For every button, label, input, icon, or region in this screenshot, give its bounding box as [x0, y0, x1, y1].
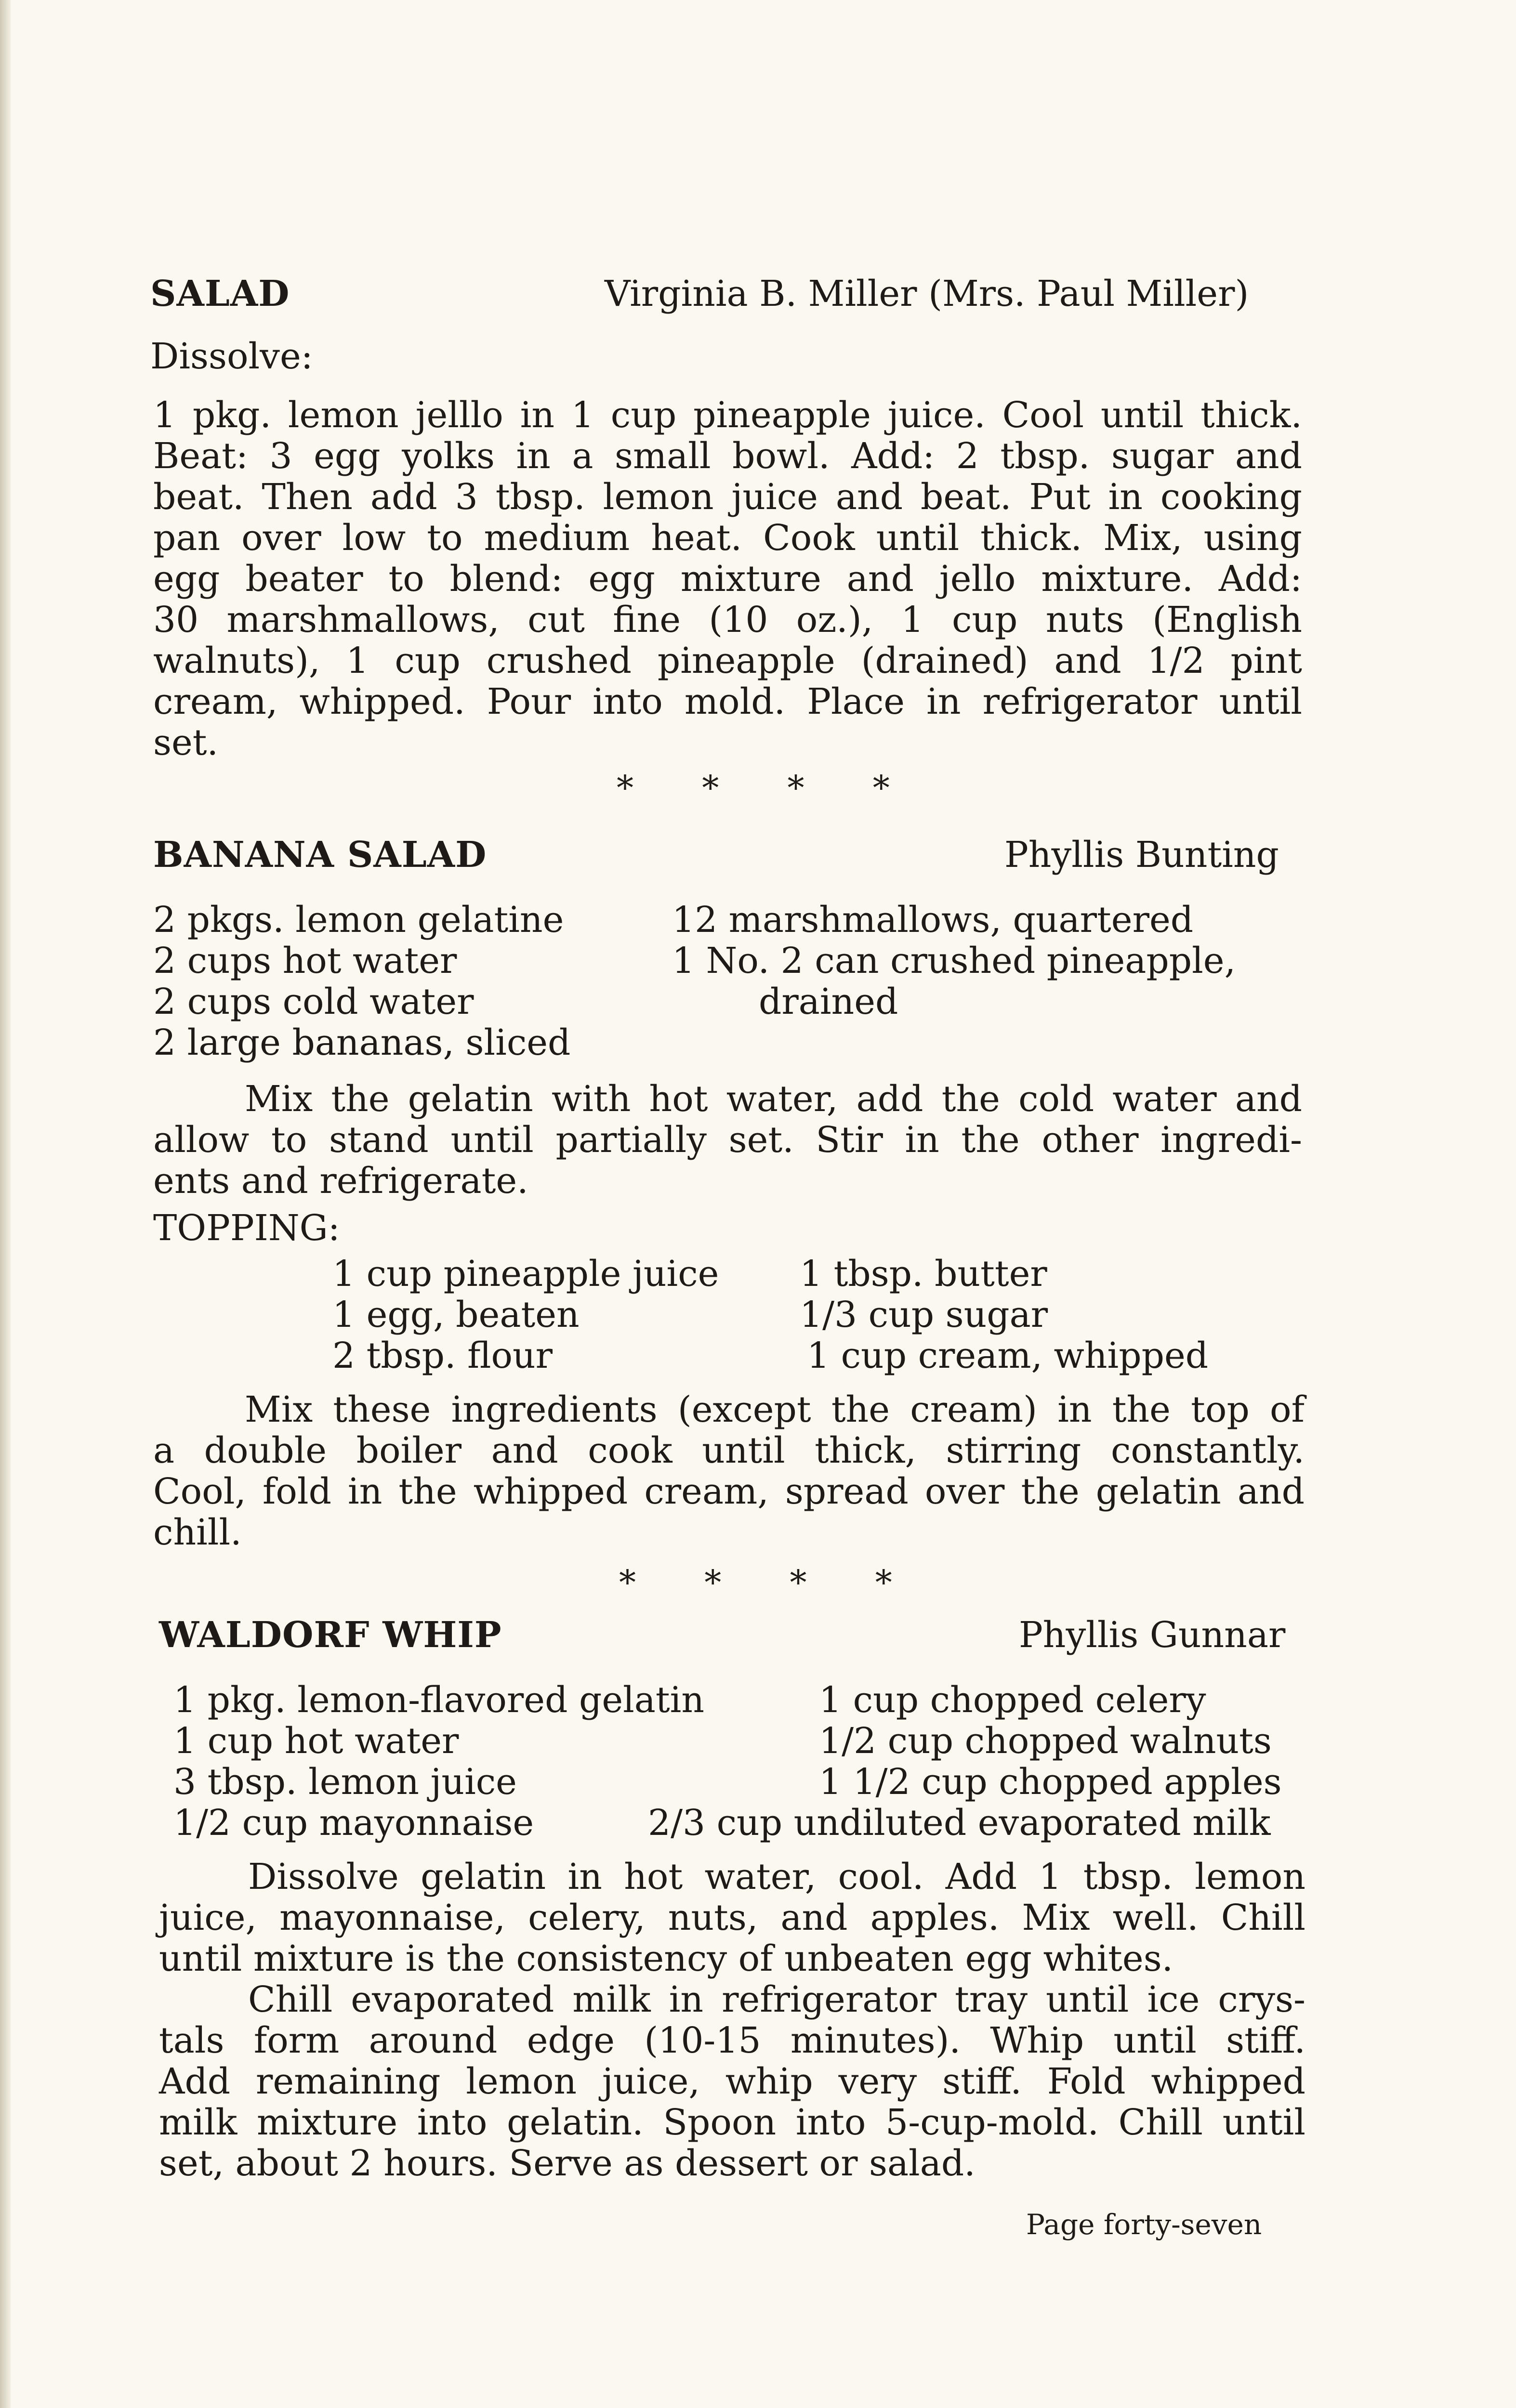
body-line: Add remaining lemon juice, whip very stiff. Fold whipped	[159, 2061, 1305, 2102]
separator-stars: * * * *	[617, 768, 919, 808]
body-line: chill.	[153, 1512, 242, 1553]
recipe-author-banana-salad: Phyllis Bunting	[1004, 834, 1279, 876]
topping-ingredient: 1 tbsp. butter	[800, 1253, 1047, 1295]
ingredient: 1 1/2 cup chopped apples	[819, 1761, 1282, 1803]
body-line: 30 marshmallows, cut fine (10 oz.), 1 cup nuts (English	[153, 599, 1302, 641]
body-line: beat. Then add 3 tbsp. lemon juice and beat. Put in cooking	[153, 476, 1302, 518]
body-line: walnuts), 1 cup crushed pineapple (drained) and 1/2 pint	[153, 640, 1302, 681]
ingredient: 1 No. 2 can crushed pineapple,	[672, 940, 1236, 982]
topping-ingredient: 1 cup cream, whipped	[807, 1335, 1209, 1376]
ingredient: 3 tbsp. lemon juice	[173, 1761, 517, 1803]
body-line: Mix these ingredients (except the cream) in the top of	[245, 1389, 1305, 1430]
salad-body	[153, 395, 1302, 763]
body-line: Beat: 3 egg yolks in a small bowl. Add: 2 tbsp. sugar and	[153, 435, 1302, 477]
ingredient: 1/2 cup chopped walnuts	[819, 1720, 1272, 1762]
body-line: set, about 2 hours. Serve as dessert or salad.	[159, 2143, 976, 2184]
ingredient: 2 cups hot water	[153, 940, 457, 982]
topping-ingredient: 1/3 cup sugar	[800, 1294, 1048, 1335]
body-line: a double boiler and cook until thick, stirring constantly.	[153, 1430, 1305, 1471]
body-line: tals form around edge (10-15 minutes). Whip until stiff.	[159, 2020, 1305, 2061]
topping-ingredient: 2 tbsp. flour	[332, 1335, 553, 1376]
body-line: Chill evaporated milk in refrigerator tray until ice crys-	[248, 1979, 1305, 2020]
body-line: 1 pkg. lemon jelllo in 1 cup pineapple juice. Cool until thick.	[153, 394, 1302, 436]
separator-stars: * * * *	[619, 1563, 921, 1602]
recipe-author-waldorf-whip: Phyllis Gunnar	[1019, 1614, 1286, 1656]
ingredient: 2/3 cup undiluted evaporated milk	[648, 1802, 1271, 1844]
body-line: Mix the gelatin with hot water, add the cold water and	[245, 1078, 1302, 1120]
topping-ingredient: 1 cup pineapple juice	[332, 1253, 719, 1295]
ingredient: 12 marshmallows, quartered	[672, 899, 1194, 941]
body-line: pan over low to medium heat. Cook until thick. Mix, using	[153, 517, 1302, 559]
ingredient: 1 cup hot water	[173, 1720, 459, 1762]
recipe-title-salad: SALAD	[150, 273, 290, 314]
ingredient: drained	[759, 981, 898, 1022]
ingredient: 1 cup chopped celery	[819, 1679, 1206, 1721]
body-line: egg beater to blend: egg mixture and jello mixture. Add:	[153, 558, 1302, 600]
recipe-title-banana-salad: BANANA SALAD	[153, 834, 487, 876]
topping-label: TOPPING:	[153, 1207, 340, 1249]
recipe-title-waldorf-whip: WALDORF WHIP	[159, 1614, 502, 1656]
ingredient: 2 large bananas, sliced	[153, 1022, 571, 1063]
body-line: cream, whipped. Pour into mold. Place in refrigerator until	[153, 681, 1302, 722]
body-line: ents and refrigerate.	[153, 1160, 528, 1202]
ingredient: 1/2 cup mayonnaise	[173, 1802, 534, 1844]
body-line: Dissolve gelatin in hot water, cool. Add 1 tbsp. lemon	[248, 1856, 1305, 1898]
body-line: Cool, fold in the whipped cream, spread over the gelatin and	[153, 1471, 1305, 1512]
topping-method	[153, 1389, 1305, 1553]
body-line: juice, mayonnaise, celery, nuts, and apples. Mix well. Chill	[159, 1897, 1305, 1938]
topping-ingredient: 1 egg, beaten	[332, 1294, 580, 1335]
ingredient: 1 pkg. lemon-flavored gelatin	[173, 1679, 704, 1721]
body-line: milk mixture into gelatin. Spoon into 5-cup-mold. Chill until	[159, 2102, 1305, 2143]
waldorf-method	[159, 1857, 1305, 2184]
recipe-author-salad: Virginia B. Miller (Mrs. Paul Miller)	[605, 273, 1249, 314]
dissolve-label: Dissolve:	[150, 336, 313, 377]
ingredient: 2 cups cold water	[153, 981, 474, 1022]
body-line: until mixture is the consistency of unbeaten egg whites.	[159, 1938, 1173, 1979]
banana-method	[153, 1079, 1302, 1202]
page-number: Page forty-seven	[1026, 2208, 1262, 2241]
body-line: set.	[153, 722, 219, 763]
body-line: allow to stand until partially set. Stir in the other ingredi-	[153, 1119, 1302, 1161]
ingredient: 2 pkgs. lemon gelatine	[153, 899, 564, 941]
